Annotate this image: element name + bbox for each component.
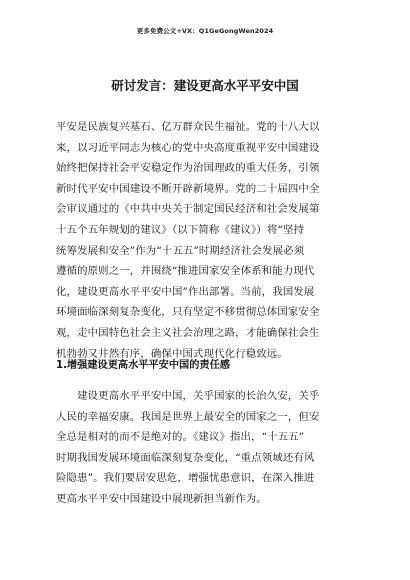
- text-line: 平安是民族复兴基石、亿万群众民生福祉。党的十八大以: [56, 121, 320, 133]
- paragraph-section-1: [56, 386, 356, 510]
- text-line: 统筹发展和安全”作为“十五五”时期经济社会发展必须: [56, 244, 305, 257]
- text-line: 机勃勃又井然有序，确保中国式现代化行稳致远。: [56, 347, 288, 360]
- text-line: 时期我国发展环境面临深刻复杂变化，“重点领域还有风: [56, 451, 315, 464]
- text-line: 更高水平平安中国建设中展现新担当新作为。: [56, 492, 267, 505]
- page-header: 更多免费公文+VX：Q1GeGongWen2024: [136, 27, 274, 35]
- text-line: 来，以习近平同志为核心的党中央高度重视平安中国建设: [56, 141, 320, 154]
- text-line: 人民的幸福安康。我国是世界上最安全的国家之一，但安: [56, 410, 320, 423]
- text-line: 始终把保持社会平安稳定作为治国理政的重大任务，引领: [56, 162, 320, 175]
- text-line: 十五个五年规划的建议》（以下简称《建议》）将“坚持: [56, 223, 305, 236]
- text-line: 观，走中国特色社会主义社会治理之路，才能确保社会生: [56, 326, 320, 339]
- text-line: 遵循的原则之一，并围绕“推进国家安全体系和能力现代: [56, 265, 315, 278]
- text-line: 新时代平安中国建设不断开辟新境界。党的二十届四中全: [56, 182, 320, 195]
- text-line: 化，建设更高水平平安中国”作出部署。当前，我国发展: [56, 285, 315, 298]
- text-line: 建设更高水平平安中国，关乎国家的长治久安，关乎: [56, 390, 320, 402]
- page-title: 研讨发言：建设更高水平平安中国: [111, 78, 299, 93]
- text-line: 环境面临深刻复杂变化，只有坚定不移贯彻总体国家安全: [56, 306, 320, 319]
- section-heading: 1.增强建设更高水平平安中国的责任感: [56, 360, 230, 371]
- text-line: 会审议通过的《中共中央关于制定国民经济和社会发展第: [56, 203, 320, 216]
- paragraph-intro: [56, 117, 356, 364]
- text-line: 全总是相对的而不是绝对的。《建议》指出，“十五五”: [56, 431, 305, 444]
- text-line: 险隐患”。我们要居安思危，增强忧患意识，在深入推进: [56, 472, 315, 485]
